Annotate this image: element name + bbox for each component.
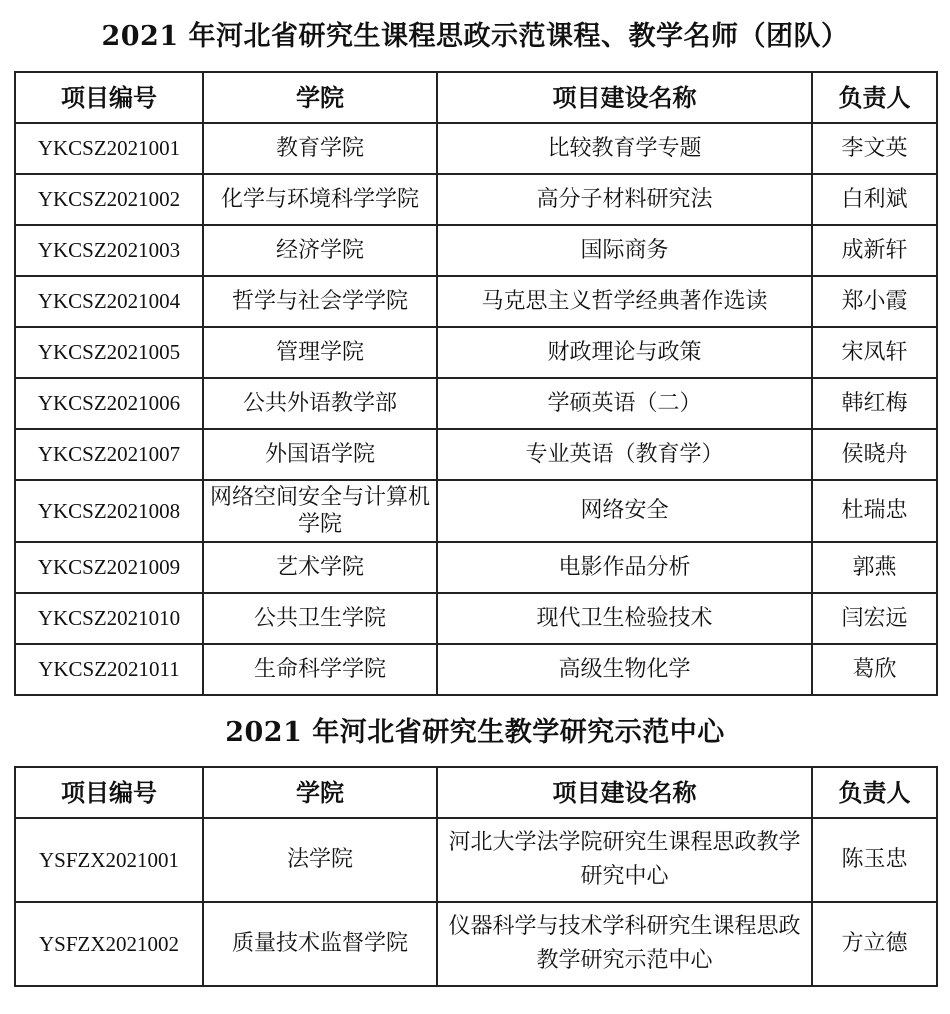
table-row xyxy=(15,174,937,225)
leader-cell: 陈玉忠 xyxy=(812,818,937,902)
college-cell: 法学院 xyxy=(203,818,437,902)
project-code-cell: YKCSZ2021008 xyxy=(15,480,203,542)
project-code-cell: YKCSZ2021002 xyxy=(15,174,203,225)
table-header-row xyxy=(15,767,937,818)
college-cell: 网络空间安全与计算机学院 xyxy=(203,480,437,542)
table-row xyxy=(15,276,937,327)
college-cell: 经济学院 xyxy=(203,225,437,276)
project-name-cell: 比较教育学专题 xyxy=(437,123,812,174)
college-cell: 质量技术监督学院 xyxy=(203,902,437,986)
demo-centers-table xyxy=(14,766,938,987)
leader-cell: 李文英 xyxy=(812,123,937,174)
section1-title: 2021 年河北省研究生课程思政示范课程、教学名师（团队） xyxy=(101,21,849,52)
project-name-cell: 仪器科学与技术学科研究生课程思政教学研究示范中心 xyxy=(437,902,812,986)
project-code-cell: YKCSZ2021011 xyxy=(15,644,203,695)
table-row xyxy=(15,902,937,986)
project-name-cell: 专业英语（教育学） xyxy=(437,429,812,480)
leader-cell: 侯晓舟 xyxy=(812,429,937,480)
project-name-cell: 马克思主义哲学经典著作选读 xyxy=(437,276,812,327)
table-row xyxy=(15,123,937,174)
table-row xyxy=(15,225,937,276)
college-cell: 公共外语教学部 xyxy=(203,378,437,429)
college-cell: 管理学院 xyxy=(203,327,437,378)
leader-cell: 韩红梅 xyxy=(812,378,937,429)
table-row xyxy=(15,818,937,902)
leader-cell: 白利斌 xyxy=(812,174,937,225)
college-cell: 外国语学院 xyxy=(203,429,437,480)
project-code-cell: YKCSZ2021009 xyxy=(15,542,203,593)
table-row xyxy=(15,378,937,429)
college-cell: 化学与环境科学学院 xyxy=(203,174,437,225)
college-cell: 哲学与社会学学院 xyxy=(203,276,437,327)
demo-courses-table xyxy=(14,71,938,696)
project-code-cell: YKCSZ2021005 xyxy=(15,327,203,378)
project-code-cell: YSFZX2021001 xyxy=(15,818,203,902)
project-code-cell: YKCSZ2021010 xyxy=(15,593,203,644)
table-row xyxy=(15,593,937,644)
header-leader: 负责人 xyxy=(812,767,937,818)
project-name-cell: 学硕英语（二） xyxy=(437,378,812,429)
leader-cell: 郭燕 xyxy=(812,542,937,593)
college-cell: 教育学院 xyxy=(203,123,437,174)
project-code-cell: YKCSZ2021001 xyxy=(15,123,203,174)
header-college: 学院 xyxy=(203,72,437,123)
leader-cell: 闫宏远 xyxy=(812,593,937,644)
project-name-cell: 网络安全 xyxy=(437,480,812,542)
project-name-cell: 河北大学法学院研究生课程思政教学研究中心 xyxy=(437,818,812,902)
project-name-cell: 现代卫生检验技术 xyxy=(437,593,812,644)
table-row xyxy=(15,542,937,593)
project-code-cell: YKCSZ2021004 xyxy=(15,276,203,327)
table-row xyxy=(15,480,937,542)
header-college: 学院 xyxy=(203,767,437,818)
project-code-cell: YKCSZ2021007 xyxy=(15,429,203,480)
leader-cell: 郑小霞 xyxy=(812,276,937,327)
table-header-row xyxy=(15,72,937,123)
college-cell: 生命科学学院 xyxy=(203,644,437,695)
leader-cell: 成新轩 xyxy=(812,225,937,276)
header-project-code: 项目编号 xyxy=(15,72,203,123)
project-code-cell: YSFZX2021002 xyxy=(15,902,203,986)
header-project-code: 项目编号 xyxy=(15,767,203,818)
project-name-cell: 国际商务 xyxy=(437,225,812,276)
project-name-cell: 电影作品分析 xyxy=(437,542,812,593)
table-row xyxy=(15,327,937,378)
project-name-cell: 高分子材料研究法 xyxy=(437,174,812,225)
section2-title: 2021 年河北省研究生教学研究示范中心 xyxy=(225,717,725,748)
table-row xyxy=(15,429,937,480)
table-row xyxy=(15,644,937,695)
college-cell: 艺术学院 xyxy=(203,542,437,593)
header-project-name: 项目建设名称 xyxy=(437,767,812,818)
leader-cell: 葛欣 xyxy=(812,644,937,695)
project-name-cell: 财政理论与政策 xyxy=(437,327,812,378)
leader-cell: 杜瑞忠 xyxy=(812,480,937,542)
project-name-cell: 高级生物化学 xyxy=(437,644,812,695)
college-cell: 公共卫生学院 xyxy=(203,593,437,644)
header-project-name: 项目建设名称 xyxy=(437,72,812,123)
project-code-cell: YKCSZ2021006 xyxy=(15,378,203,429)
project-code-cell: YKCSZ2021003 xyxy=(15,225,203,276)
leader-cell: 方立德 xyxy=(812,902,937,986)
leader-cell: 宋凤轩 xyxy=(812,327,937,378)
header-leader: 负责人 xyxy=(812,72,937,123)
